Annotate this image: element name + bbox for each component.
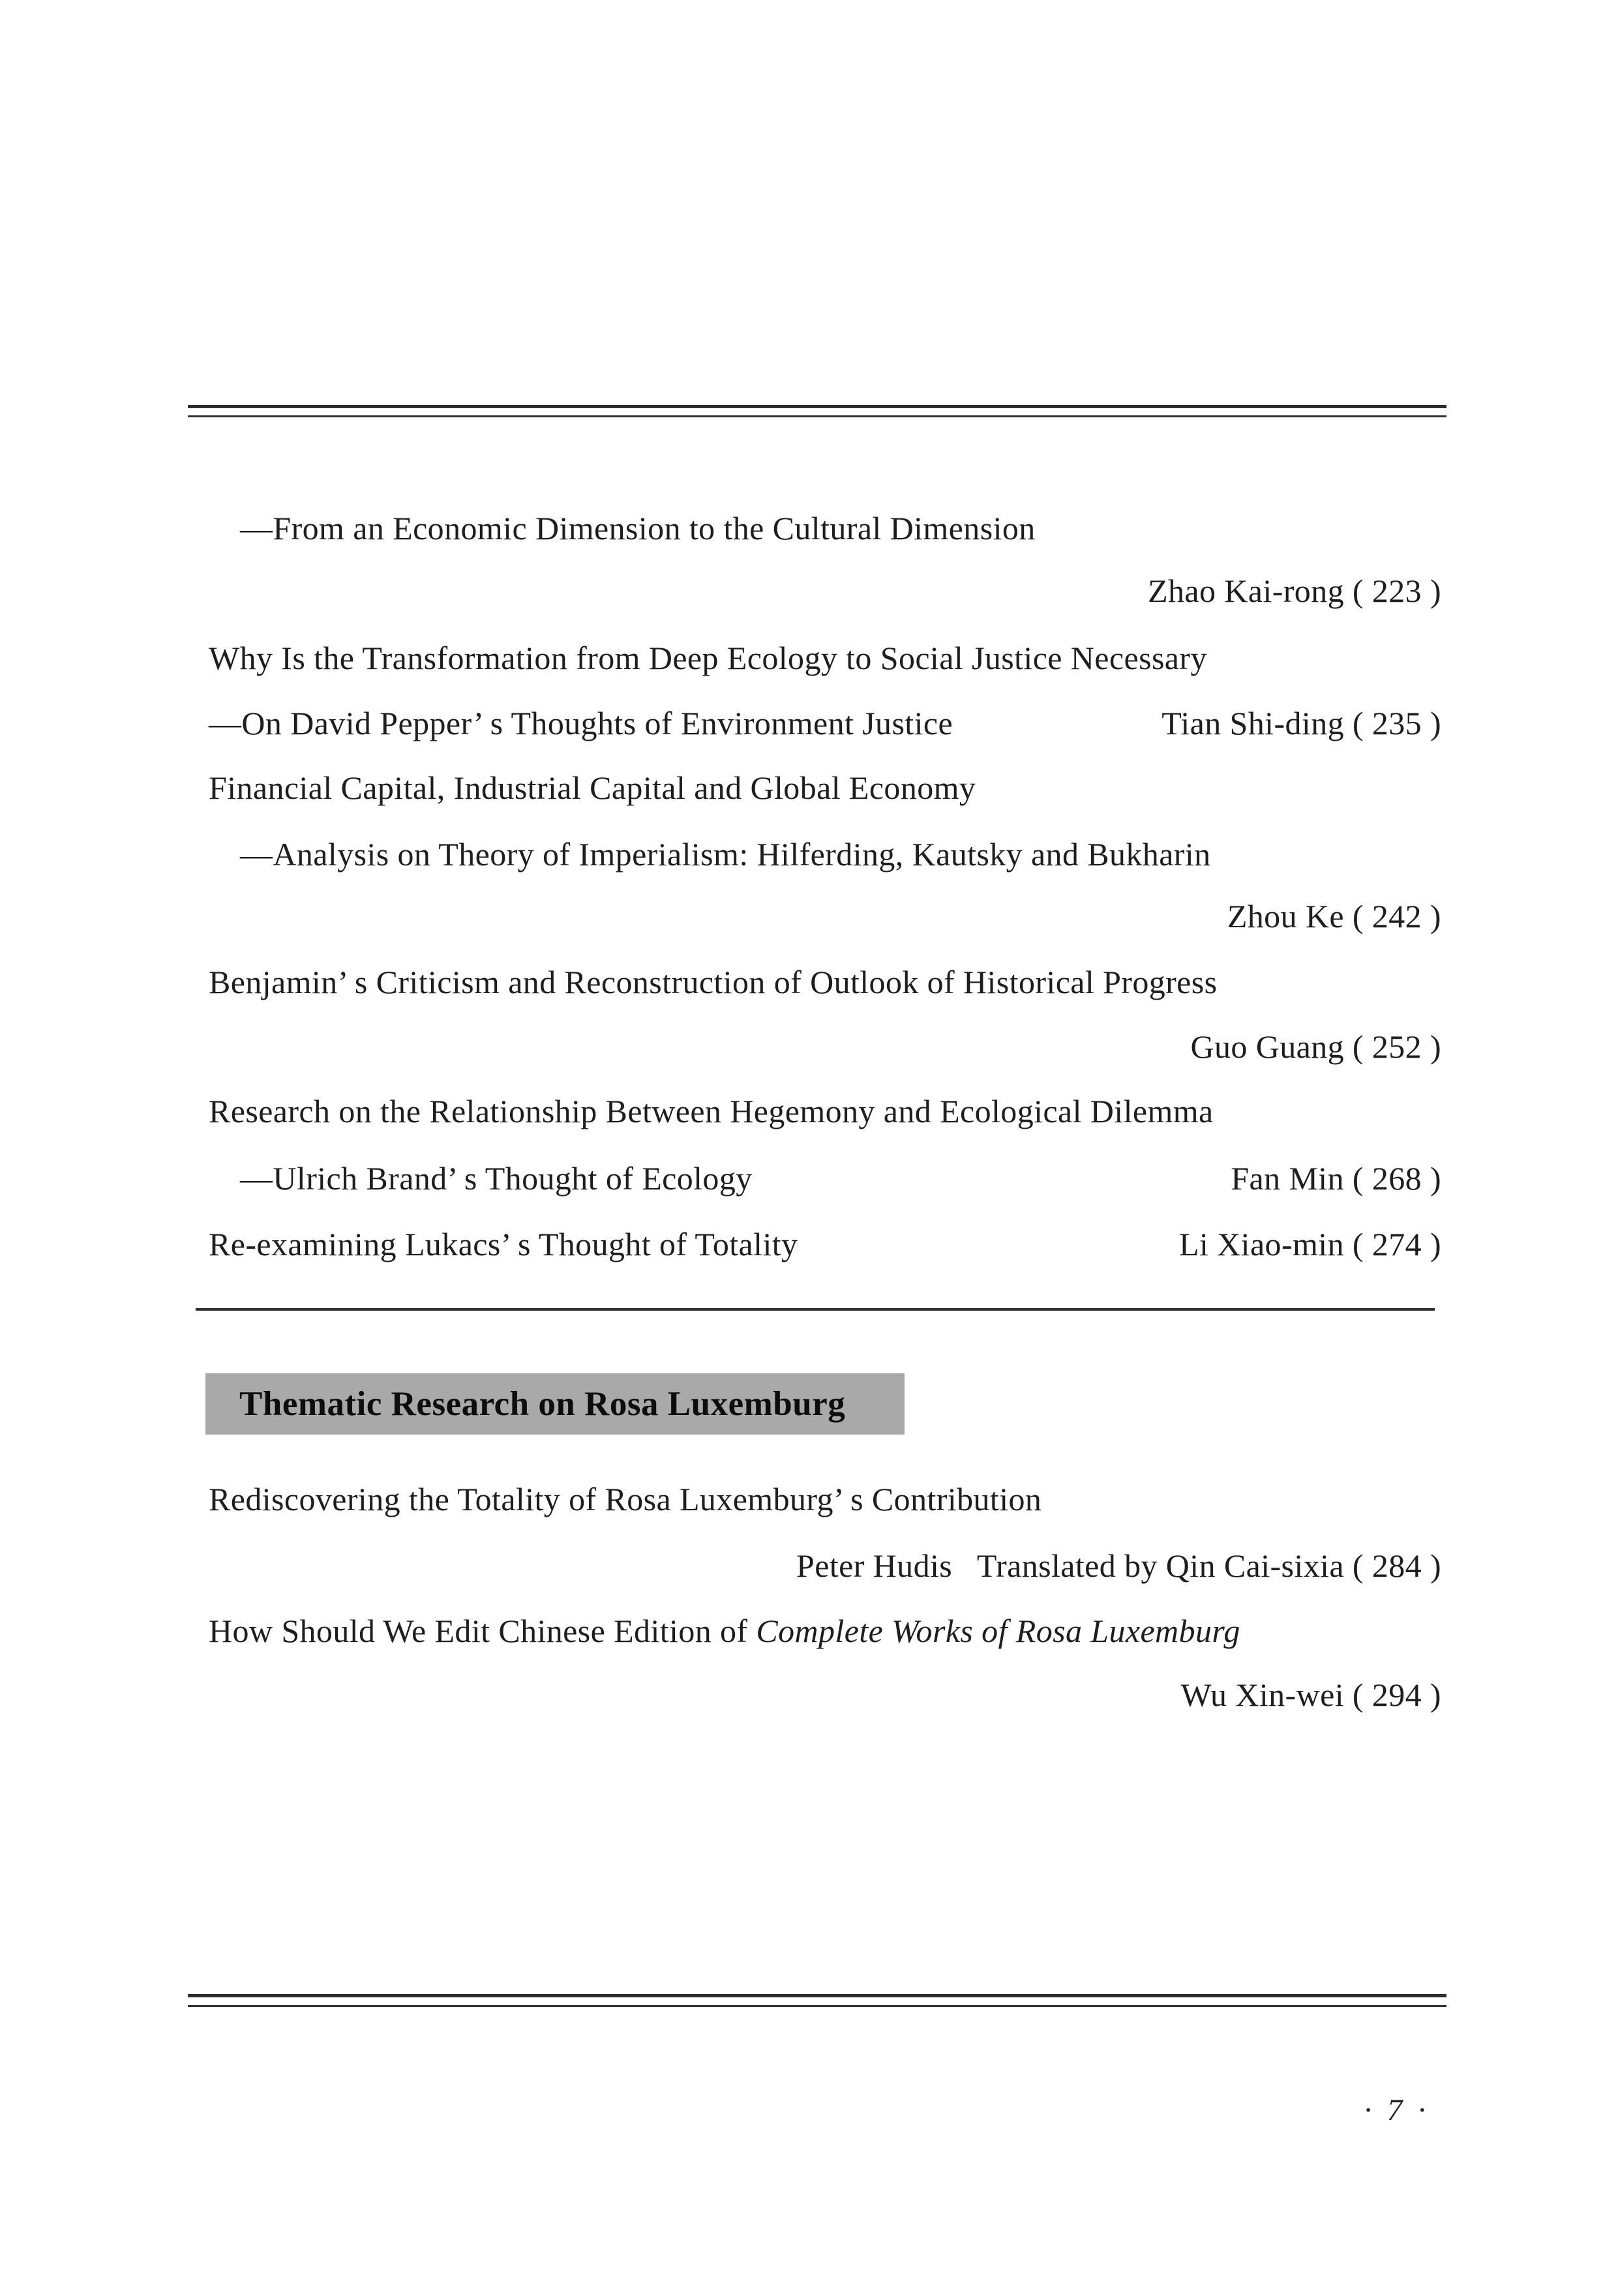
- section-banner-title: Thematic Research on Rosa Luxemburg: [239, 1385, 846, 1423]
- toc-title-benjamin-criticism: Benjamin’ s Criticism and Reconstruction of Outlook of Historical Progress: [209, 964, 1218, 1000]
- toc-subtitle-on-david-pepper: —On David Pepper’ s Thoughts of Environment Justice: [209, 705, 953, 741]
- toc-title-plain-part: How Should We Edit Chinese Edition of: [209, 1613, 757, 1649]
- toc-entry-ulrich-brand: [209, 1159, 1441, 1198]
- bottom-divider-line-1: [188, 1994, 1446, 1997]
- toc-author-li-xiao-min: Li Xiao-min ( 274 ): [1179, 1226, 1441, 1262]
- toc-title-how-should-we-edit: [209, 1611, 1441, 1650]
- toc-title-rediscovering-totality: Rediscovering the Totality of Rosa Luxemburg’ s Contribution: [209, 1481, 1042, 1517]
- toc-subtitle-analysis-imperialism: —Analysis on Theory of Imperialism: Hilferding, Kautsky and Bukharin: [240, 836, 1211, 872]
- section-banner: [205, 1373, 905, 1435]
- toc-subtitle-ulrich-brand: —Ulrich Brand’ s Thought of Ecology: [240, 1160, 753, 1197]
- top-divider-line-1: [188, 405, 1446, 408]
- section-divider-line: [196, 1308, 1435, 1311]
- toc-author-guo-guang: Guo Guang ( 252 ): [1190, 1028, 1441, 1065]
- toc-title-research-hegemony: Research on the Relationship Between Hegemony and Ecological Dilemma: [209, 1093, 1214, 1129]
- toc-title-re-examining-lukacs: Re-examining Lukacs’ s Thought of Totality: [209, 1226, 798, 1262]
- toc-author-fan-min: Fan Min ( 268 ): [1231, 1160, 1441, 1197]
- toc-title-why-transformation: Why Is the Transformation from Deep Ecology to Social Justice Necessary: [209, 640, 1207, 676]
- toc-title-financial-capital: Financial Capital, Industrial Capital and Global Economy: [209, 769, 976, 806]
- toc-author-tian-shi-ding: Tian Shi-ding ( 235 ): [1161, 705, 1441, 741]
- top-divider-line-2: [188, 415, 1446, 417]
- bottom-divider-line-2: [188, 2005, 1446, 2007]
- toc-author-wu-xin-wei: Wu Xin-wei ( 294 ): [1180, 1677, 1441, 1713]
- page-number: · 7 ·: [1364, 2093, 1430, 2127]
- toc-title-italic-book-name: Complete Works of Rosa Luxemburg: [756, 1613, 1240, 1649]
- toc-subtitle-from-economic: —From an Economic Dimension to the Cultural Dimension: [240, 510, 1036, 546]
- toc-author-zhou-ke: Zhou Ke ( 242 ): [1227, 898, 1441, 934]
- toc-author-zhao-kai-rong: Zhao Kai-rong ( 223 ): [1148, 573, 1441, 609]
- toc-author-peter-hudis-qin-cai-sixia: Peter Hudis Translated by Qin Cai-sixia ( 284 ): [796, 1547, 1441, 1584]
- toc-entry-david-pepper: [209, 704, 1441, 743]
- toc-entry-lukacs-totality: [209, 1225, 1441, 1264]
